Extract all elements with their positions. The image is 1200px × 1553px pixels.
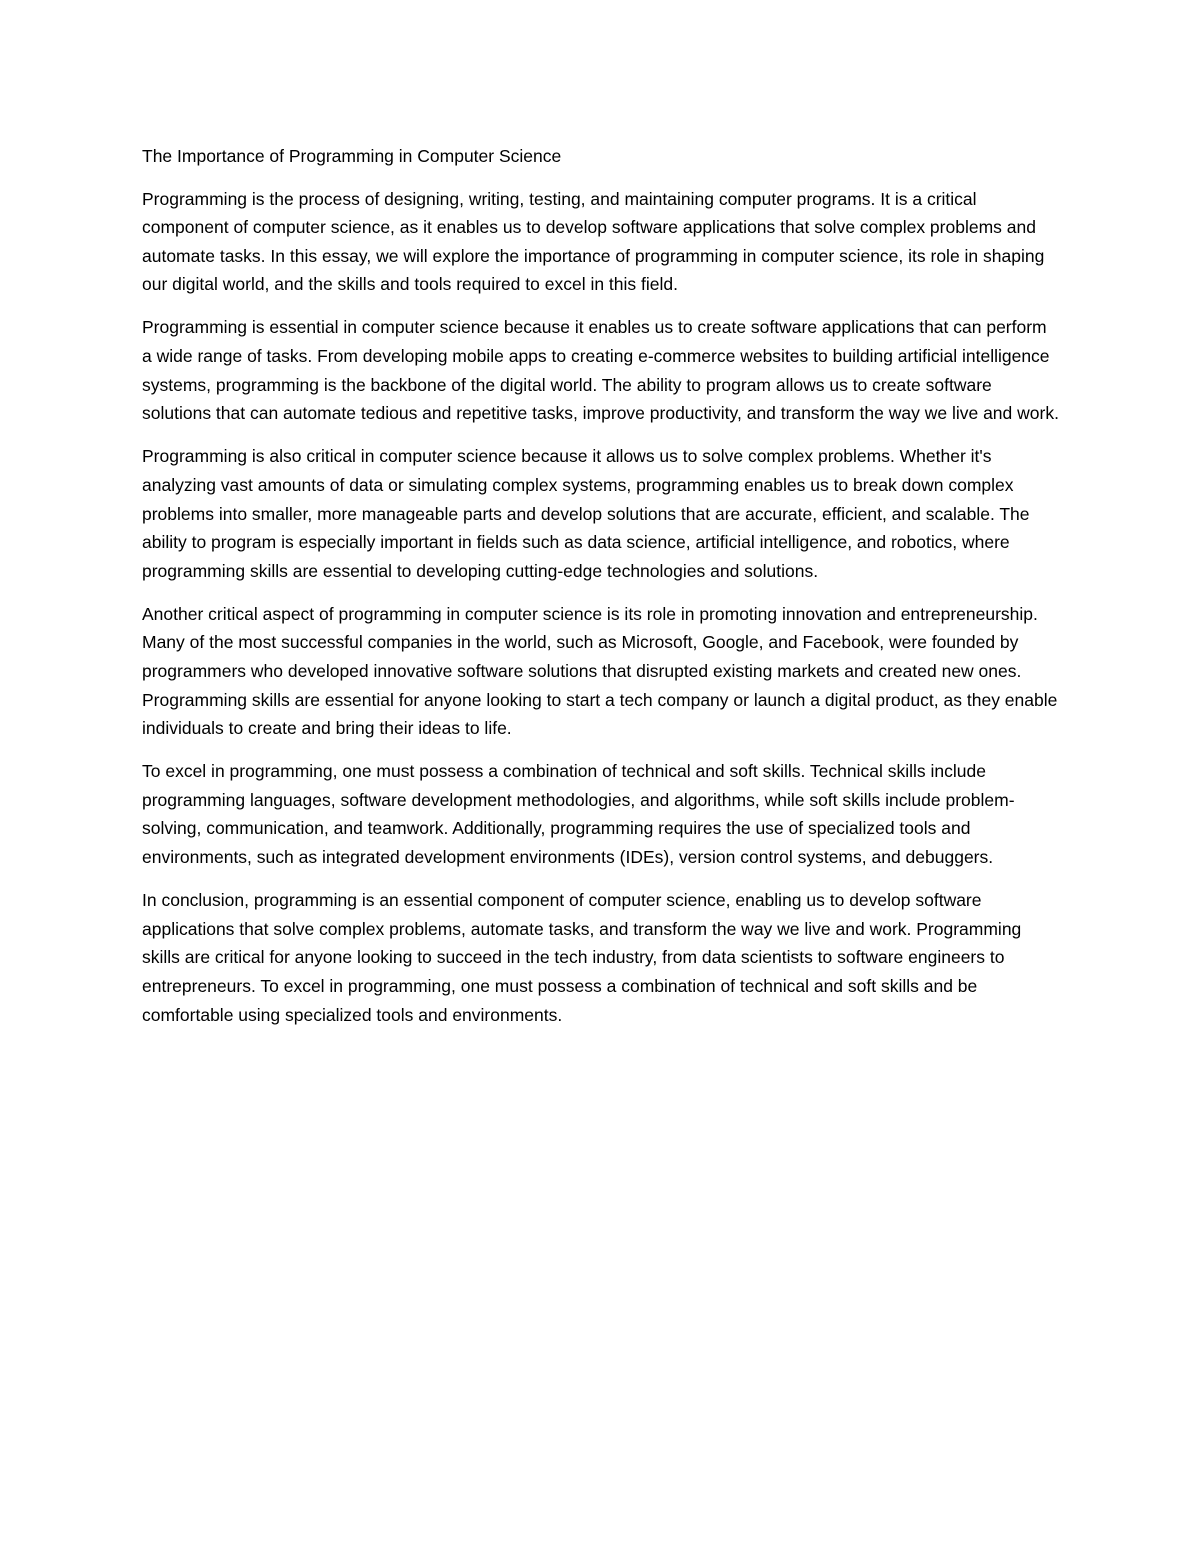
paragraph-essential: Programming is essential in computer science because it enables us to create software applications that can perform a wide range of tasks. From developing mobile apps to creating e-commerce websites to building artificial intelligence systems, programming is the backbone of the digital world. The ability to program allows us to create software solutions that can automate tedious and repetitive tasks, improve productivity, and transform the way we live and work.	[142, 317, 1059, 424]
paragraph-problem-solving: Programming is also critical in computer science because it allows us to solve complex problems. Whether it's analyzing vast amounts of data or simulating complex systems, programming enables us to break down complex problems into smaller, more manageable parts and develop solutions that are accurate, efficient, and scalable. The ability to program is especially important in fields such as data science, artificial intelligence, and robotics, where programming skills are essential to developing cutting-edge technologies and solutions.	[142, 446, 1030, 581]
paragraph-conclusion: In conclusion, programming is an essential component of computer science, enabling us to develop software applications that solve complex problems, automate tasks, and transform the way we live and work. Programming skills are critical for anyone looking to succeed in the tech industry, from data scientists to software engineers to entrepreneurs. To excel in programming, one must possess a combination of technical and soft skills and be comfortable using specialized tools and environments.	[142, 890, 1022, 1025]
paragraph-intro: Programming is the process of designing, writing, testing, and maintaining computer programs. It is a critical component of computer science, as it enables us to develop software applications that solve complex problems and automate tasks. In this essay, we will explore the importance of programming in computer science, its role in shaping our digital world, and the skills and tools required to excel in this field.	[142, 188, 1045, 295]
document-body	[142, 142, 1060, 1044]
paragraph-skills: To excel in programming, one must possess a combination of technical and soft skills. Technical skills include programming languages, software development methodologies, and algorithms, while soft skills include problem-solving, communication, and teamwork. Additionally, programming requires the use of specialized tools and environments, such as integrated development environments (IDEs), version control systems, and debuggers.	[142, 761, 1015, 868]
document-title: The Importance of Programming in Computer Science	[142, 146, 562, 166]
paragraph-innovation: Another critical aspect of programming in computer science is its role in promoting innovation and entrepreneurship. Many of the most successful companies in the world, such as Microsoft, Google, and Facebook, were founded by programmers who developed innovative software solutions that disrupted existing markets and created new ones. Programming skills are essential for anyone looking to start a tech company or launch a digital product, as they enable individuals to create and bring their ideas to life.	[142, 603, 1058, 739]
